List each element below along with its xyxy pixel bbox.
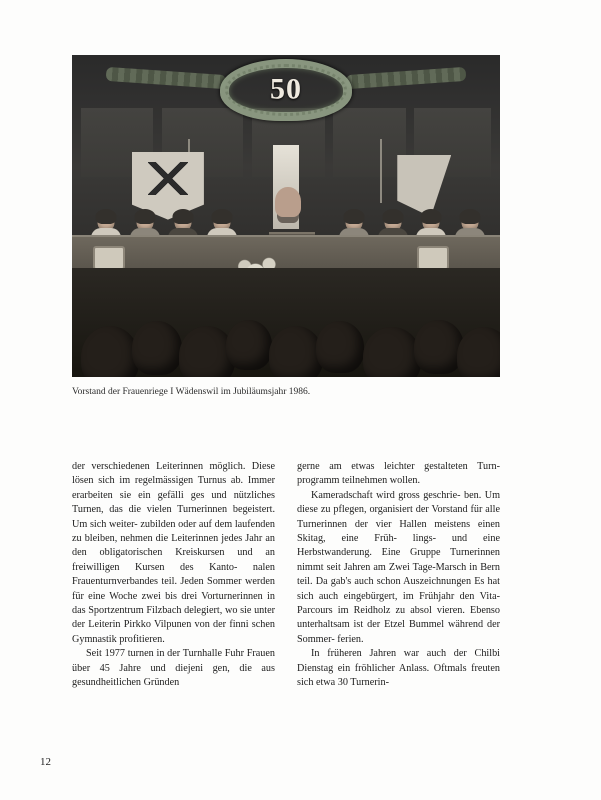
- person-hair: [421, 209, 442, 224]
- paragraph: der verschiedenen Leiterinnen möglich. Diese lösen sich im regelmässigen Turnus ab. Immer erarbeiten sie ein gefälli ges und nützliches Turnen, das die vielen Turnerinnen begeistert. Um sich weiter- zubilden oder auf dem laufenden zu bleiben, nehmen die Leiterinnen jedes Jahr an den obligatorischen Kreiskursen und an freiwilligen Kursen des Kanto- nalen Frauenturnverbandes teil. Jeden Sommer werden für eine Woche zwei bis drei Vorturnerinnen in das Sportzentrum Filzbach delegiert, wo sie unter der Leiterin Pirkko Vilpunen von der finni schen Gymnastik profitieren.: [72, 461, 275, 645]
- audience-head: [269, 326, 323, 377]
- photograph: [72, 55, 500, 377]
- person-hair: [344, 209, 365, 224]
- speaker-at-lectern: [275, 187, 301, 217]
- person-hair: [96, 209, 117, 224]
- audience-head: [81, 326, 139, 377]
- photo-caption: Vorstand der Frauenriege I Wädenswil im Jubiläumsjahr 1986.: [72, 387, 311, 397]
- audience-foreground: [72, 268, 500, 377]
- anniversary-number: 50: [270, 72, 302, 106]
- person-hair: [211, 209, 232, 224]
- person-hair: [382, 209, 403, 224]
- audience-head: [132, 321, 182, 375]
- text-column-left: [72, 460, 275, 691]
- audience-head: [316, 321, 364, 373]
- anniversary-wreath: [220, 59, 352, 121]
- audience-head: [457, 327, 500, 377]
- paragraph: gerne am etwas leichter gestalteten Turn- programm teilnehmen wollen.: [297, 461, 500, 487]
- paragraph: Kameradschaft wird gross geschrie- ben. Um diese zu pflegen, organisiert der Vorstand für alle Turnerinnen der vier Hallen meistens einen Skitag, eine Früh- lings- und eine Herbstwanderung. Eine Gruppe Turnerinnen nimmt seit Jahren am Zwei Tage-Marsch in Bern teil. Da gab's auch schon Auszeichnungen Es hat sich auch eingebürgert, im Frühjahr den Vita-Parcours im Reidholz zu absol vieren. Ebenso unterhaltsam ist der Etzel Bummel während der Sommer- ferien.: [297, 489, 500, 645]
- audience-head: [363, 327, 421, 377]
- photograph-block: [72, 55, 500, 377]
- page-number: 12: [40, 756, 51, 768]
- person-hair: [134, 209, 155, 224]
- person-hair: [459, 209, 480, 224]
- paragraph: In früheren Jahren war auch der Chilbi Dienstag ein fröhlicher Anlass. Oftmals freuten sich etwa 30 Turnerin-: [297, 648, 500, 689]
- body-text: [72, 460, 500, 691]
- audience-head: [226, 320, 272, 370]
- person-hair: [173, 209, 194, 224]
- paragraph: Seit 1977 turnen in der Turnhalle Fuhr Frauen über 45 Jahre und diejeni gen, die aus gesundheitlichen Gründen: [72, 648, 275, 689]
- text-column-right: [297, 460, 500, 691]
